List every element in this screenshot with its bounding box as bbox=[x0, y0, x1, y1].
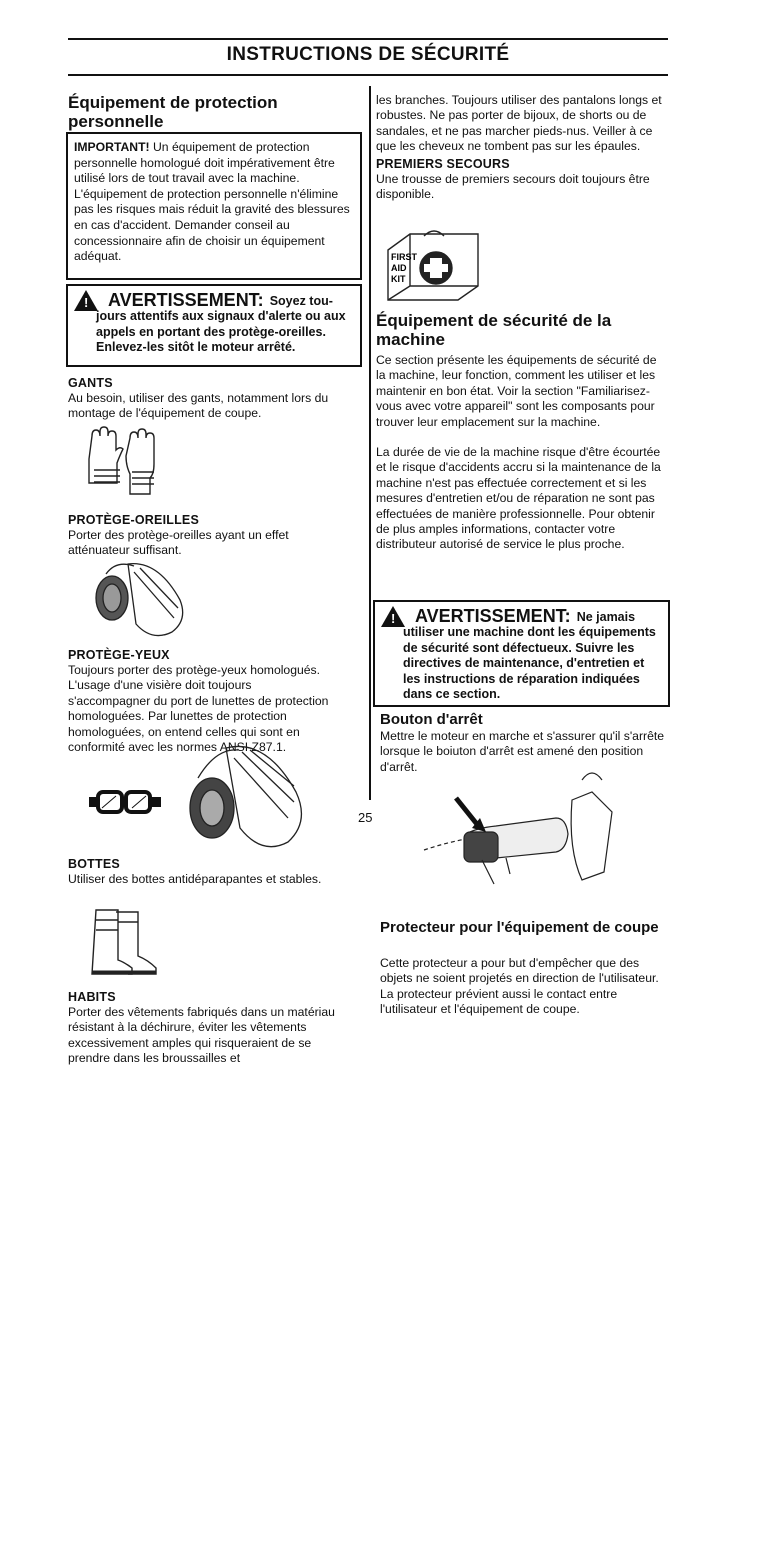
yeux-title: PROTÈGE-YEUX bbox=[68, 648, 170, 662]
warning-header bbox=[74, 290, 354, 311]
warning-triangle-icon: ! bbox=[74, 290, 98, 311]
ear-protector-icon bbox=[88, 560, 188, 642]
stop-switch-icon bbox=[422, 760, 622, 890]
habits-text: Porter des vêtements fabriqués dans un matériau résistant à la déchirure, éviter les vêtements excessivement amples qui risqueraient de se prendre dans les broussailles et bbox=[68, 1005, 335, 1066]
bottes-title: BOTTES bbox=[68, 857, 120, 871]
yeux-text: Toujours porter des protège-yeux homologués. L'usage d'une visière doit toujours s'accompagner du port de lunettes de protection homologuées. Par lunettes de protection homologuées, on entend celles qui sont en conformité avec les normes ANSI Z87.1. bbox=[68, 663, 329, 755]
column-divider bbox=[369, 86, 371, 800]
page-number: 25 bbox=[358, 810, 373, 825]
warning-header-machine bbox=[381, 606, 662, 627]
warning-box-ear bbox=[66, 284, 362, 367]
machine-paragraph-2: La durée de vie de la machine risque d'être écourtée et le risque d'accidents accru si la maintenance de la machine n'est pas effectuée correctement et si les mesures d'entretien et/ou de réparation ne sont pas effectuées de manière professionnelle. Pour obtenir de plus amples informations, contacter votre distributeur autorisé de service le plus proche. bbox=[376, 445, 661, 552]
visor-icon bbox=[178, 738, 314, 858]
gants-text: Au besoin, utiliser des gants, notamment lors du montage de l'équipement de coupe. bbox=[68, 391, 329, 421]
warning-lead-machine: Ne jamais bbox=[576, 609, 636, 624]
important-box bbox=[66, 132, 362, 280]
machine-paragraph-1: Ce section présente les équipements de sécurité de la machine, leur fonction, comment les utiliser et les maintenir en bon état. Voir la section "Familiarisez-vous avec votre appareil" sont les composants pour trouver leur emplacement sur la machine. bbox=[376, 353, 657, 429]
top-rule bbox=[68, 38, 668, 40]
habits-title: HABITS bbox=[68, 990, 116, 1004]
kit-label-aid: AID bbox=[391, 263, 407, 273]
gloves-icon bbox=[82, 426, 172, 498]
warning-title-machine: AVERTISSEMENT: bbox=[415, 606, 571, 626]
protecteur-heading: Protecteur pour l'équipement de coupe bbox=[380, 919, 659, 936]
first-aid-kit-icon bbox=[384, 228, 484, 302]
boots-icon bbox=[86, 906, 162, 980]
habits-continued: les branches. Toujours utiliser des pantalons longs et robustes. Ne pas porter de bijoux, de shorts ou de sandales, et ne pas marcher pieds-nus. Veiller à ce que les cheveux ne tombent pas sur les épaules. bbox=[376, 93, 662, 154]
title-rule bbox=[68, 74, 668, 76]
arret-text: Mettre le moteur en marche et s'assurer qu'il s'arrête lorsque le boiuton d'arrêt est amené den position d'arrêt. bbox=[380, 729, 665, 774]
arret-heading: Bouton d'arrêt bbox=[380, 711, 483, 728]
protecteur-text: Cette protecteur a pour but d'empêcher que des objets ne soient projetés en direction de l'utilisateur. La protecteur prévient aussi le contact entre l'utilisateur et l'équipement de coupe. bbox=[380, 956, 659, 1017]
secours-text: Une trousse de premiers secours doit toujours être disponible. bbox=[376, 172, 650, 202]
warning-title: AVERTISSEMENT: bbox=[108, 290, 264, 310]
section-heading-machine-safety: Équipement de sécurité de la machine bbox=[376, 311, 612, 349]
oreilles-title: PROTÈGE-OREILLES bbox=[68, 513, 199, 527]
warning-box-machine bbox=[373, 600, 670, 707]
important-text: IMPORTANT! Un équipement de protection personnelle homologué doit impérativement être utilisé lors de tout travail avec la machine. L'équipement de protection personnelle n'élimine pas les risques mais réduit la gravité des blessures en cas d'accident. Demander conseil au concessionnaire afin de choisir un équipement adéquat. bbox=[74, 140, 350, 264]
warning-text: jours attentifs aux signaux d'alerte ou aux appels en portant des protège-oreilles. Enlevez-les sitôt le moteur arrêté. bbox=[96, 309, 346, 354]
page-title: INSTRUCTIONS DE SÉCURITÉ bbox=[226, 44, 510, 65]
warning-triangle-icon: ! bbox=[381, 606, 405, 627]
oreilles-text: Porter des protège-oreilles ayant un effet atténuateur suffisant. bbox=[68, 528, 289, 558]
warning-text-machine: utiliser une machine dont les équipements de sécurité sont défectueux. Suivre les directives de maintenance, d'entretien et les instructions de réparation indiquées dans ce section. bbox=[403, 625, 656, 701]
gants-title: GANTS bbox=[68, 376, 113, 390]
secours-title: PREMIERS SECOURS bbox=[376, 157, 510, 171]
bottes-text: Utiliser des bottes antidéparapantes et stables. bbox=[68, 872, 322, 886]
section-heading-personal-protection: Équipement de protection personnelle bbox=[68, 93, 278, 131]
kit-label-kit: KIT bbox=[391, 274, 406, 284]
kit-label-first: FIRST bbox=[391, 252, 417, 262]
important-lead: IMPORTANT! bbox=[74, 140, 150, 154]
warning-lead: Soyez tou- bbox=[269, 293, 333, 308]
goggles-icon bbox=[88, 788, 162, 818]
